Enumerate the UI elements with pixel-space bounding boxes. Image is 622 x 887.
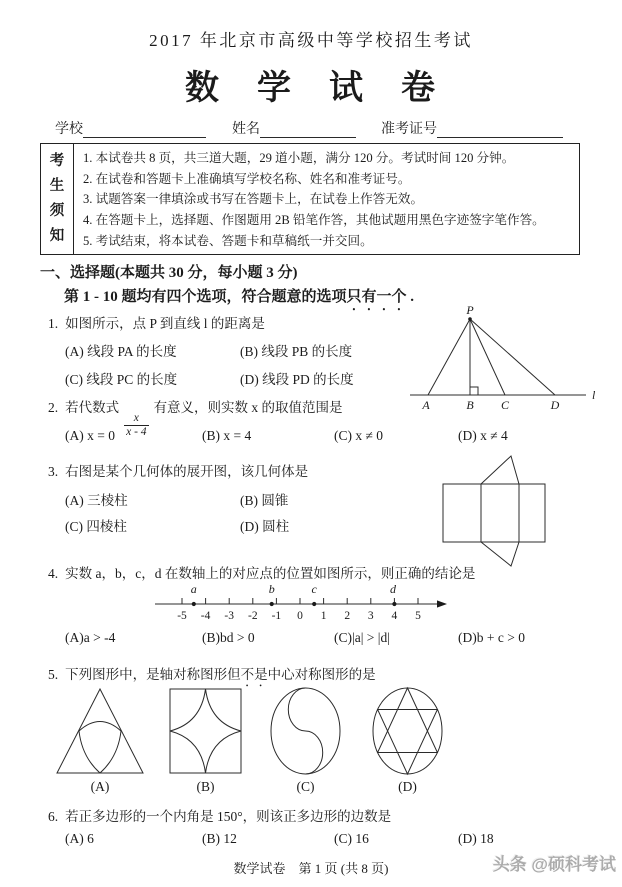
name-label: 姓名: [232, 122, 260, 137]
circle-with-hexagram-icon: [370, 686, 445, 776]
option-a: (A) 三棱柱: [65, 493, 128, 508]
square-with-four-point-star-icon: [168, 686, 243, 776]
label-c: c: [311, 582, 317, 596]
point-a: [192, 602, 196, 606]
section-note-emphasis: 只有一个: [346, 289, 407, 305]
question-text-emphasis: 不是: [240, 667, 268, 682]
question-4-options: [0, 630, 622, 649]
tick-label: -5: [177, 610, 187, 622]
question-number: 6.: [48, 809, 59, 824]
notice-side-cell: [41, 144, 74, 254]
option-c: (C) 16: [334, 831, 369, 846]
tick-label: -3: [224, 610, 234, 622]
exam-title: 2017 年北京市高级中等学校招生考试: [149, 31, 473, 50]
option-a: (A)a > -4: [65, 630, 116, 645]
tick-label: 2: [344, 610, 351, 622]
name-field: [232, 118, 356, 138]
school-label: 学校: [55, 122, 83, 137]
option-d: (D) 线段 PD 的长度: [240, 372, 354, 387]
section-note-prefix: 第 1 - 10 题均有四个选项，符合题意的选项: [64, 289, 347, 305]
point-c: [312, 602, 316, 606]
option-b: (B) 12: [202, 831, 237, 846]
admission-no-field: [381, 118, 563, 138]
admission-no-label: 准考证号: [381, 122, 437, 137]
label-d: d: [390, 582, 396, 596]
notice-items: [74, 144, 579, 254]
option-c: (C) x ≠ 0: [334, 428, 384, 443]
page-footer: 数学试卷 第 1 页 (共 8 页): [233, 861, 389, 876]
option-d: (D)b + c > 0: [458, 630, 525, 645]
figure-option-a: [55, 686, 145, 795]
circle-with-yin-yang-curve-icon: [268, 686, 343, 776]
label-C: C: [500, 398, 510, 412]
figure-prism-net: [435, 448, 570, 570]
section-note-suffix: .: [406, 289, 415, 305]
admission-no-blank: [437, 122, 563, 138]
figure-option-c: [268, 686, 343, 795]
fraction-denominator: x - 4: [126, 426, 147, 439]
question-2-options: [0, 428, 622, 447]
question-text: 右图是某个几何体的展开图，该几何体是: [65, 464, 309, 479]
option-c: (C)|a| > |d|: [334, 630, 390, 645]
question-4-stem: [48, 562, 475, 582]
label-D: D: [550, 398, 560, 412]
student-info-row: [0, 118, 622, 138]
tick-label: 4: [391, 610, 398, 622]
question-number: 2.: [48, 400, 59, 415]
fraction-numerator: x: [133, 412, 139, 424]
question-text: 有意义，则实数 x 的取值范围是: [153, 400, 343, 415]
notice-side-label: 考生须知: [49, 153, 65, 244]
paper-title: 数 学 试 卷: [185, 70, 437, 107]
tick-label: 1: [320, 610, 327, 622]
option-a: (A) x = 0: [65, 428, 115, 443]
notice-item: 2. 在试卷和答题卡上准确填写学校名称、姓名和准考证号。: [83, 171, 411, 186]
option-a: (A) 线段 PA 的长度: [65, 344, 177, 359]
question-number: 5.: [48, 667, 59, 682]
option-b: (B) 圆锥: [240, 493, 289, 508]
notice-item: 1. 本试卷共 8 页，共三道大题，29 道小题，满分 120 分。考试时间 120 分钟。: [83, 151, 515, 165]
school-blank: [83, 122, 206, 138]
option-d: (D) 圆柱: [240, 519, 290, 534]
question-text: 若正多边形的一个内角是 150°，则该正多边形的边数是: [65, 809, 392, 824]
label-P: P: [466, 303, 474, 317]
name-blank: [260, 122, 356, 138]
question-3-stem: [48, 460, 308, 480]
option-a: (A) 6: [65, 831, 94, 846]
point-d: [392, 602, 396, 606]
figure-number-line: [125, 582, 457, 626]
question-text: 下列图形中，是轴对称图形但: [65, 667, 241, 682]
question-number: 3.: [48, 464, 59, 479]
tick-label: 0: [297, 610, 303, 622]
option-b: (B) x = 4: [202, 428, 252, 443]
point-b: [270, 602, 274, 606]
question-text: 若代数式: [65, 400, 120, 415]
option-b: (B) 线段 PB 的长度: [240, 344, 353, 359]
right-angle-mark: [470, 387, 478, 395]
section-heading: 一、选择题(本题共 30 分，每小题 3 分): [40, 265, 298, 281]
option-d: (D) 18: [458, 831, 494, 846]
question-number: 4.: [48, 566, 59, 581]
option-b: (B)bd > 0: [202, 630, 255, 645]
section-note: [64, 285, 414, 314]
label-b: b: [268, 582, 275, 596]
figure-label-a: (A): [90, 779, 110, 794]
watermark: 头条 @硕科考试: [492, 855, 616, 874]
arrowhead: [437, 600, 447, 607]
figure-option-b: [168, 686, 243, 795]
notice-item: 3. 试题答案一律填涂或书写在答题卡上，在试卷上作答无效。: [83, 192, 424, 207]
tick-label: 3: [367, 610, 374, 622]
tick-label: -1: [271, 610, 282, 622]
tick-label: -2: [248, 610, 258, 622]
question-6-stem: [48, 805, 391, 825]
label-l: l: [592, 388, 596, 402]
triangle-with-curved-triangle-icon: [55, 686, 145, 776]
figure-option-d: [370, 686, 445, 795]
tick-label: -4: [200, 610, 211, 622]
figure-point-to-line-distance: [408, 303, 600, 415]
question-number: 1.: [48, 316, 59, 331]
question-text: 实数 a，b，c，d 在数轴上的对应点的位置如图所示，则正确的结论是: [65, 566, 476, 581]
notice-item: 5. 考试结束，将本试卷、答题卡和草稿纸一并交回。: [83, 233, 373, 248]
label-a: a: [190, 582, 197, 596]
option-c: (C) 线段 PC 的长度: [65, 372, 178, 387]
school-field: [55, 118, 206, 138]
question-6-options: [0, 831, 622, 850]
figure-label-d: (D): [398, 779, 417, 794]
question-text: 如图所示，点 P 到直线 l 的距离是: [65, 316, 265, 331]
option-c: (C) 四棱柱: [65, 519, 127, 534]
tick-label: 5: [415, 610, 421, 622]
figure-label-c: (C): [296, 779, 315, 794]
option-d: (D) x ≠ 4: [458, 428, 508, 443]
question-1-stem: [48, 312, 265, 332]
label-B: B: [466, 398, 474, 412]
figure-label-b: (B): [196, 779, 215, 794]
examinee-notice-box: [40, 143, 580, 255]
question-text: 中心对称图形的是: [267, 667, 376, 682]
notice-item: 4. 在答题卡上，选择题、作图题用 2B 铅笔作答，其他试题用黑色字迹签字笔作答。: [83, 213, 545, 228]
label-A: A: [422, 398, 430, 412]
